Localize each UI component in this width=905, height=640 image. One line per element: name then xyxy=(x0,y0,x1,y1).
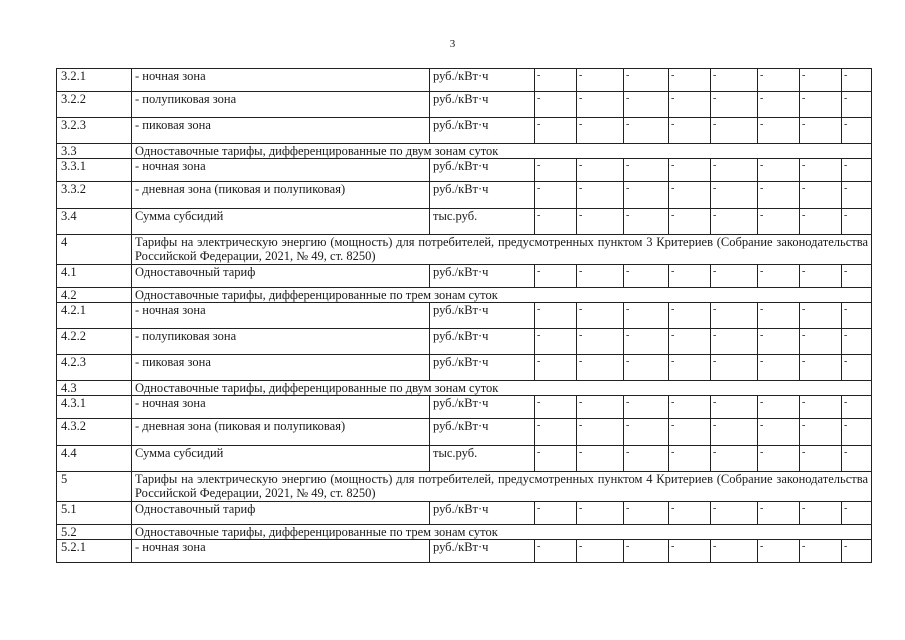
value-cell: - xyxy=(624,329,669,355)
value-cell: - xyxy=(577,182,624,209)
value-cell: - xyxy=(577,303,624,329)
page-number: 3 xyxy=(449,38,456,50)
value-cell: - xyxy=(669,329,711,355)
table-row xyxy=(57,92,872,118)
value-cell: - xyxy=(800,540,842,563)
value-cell: - xyxy=(758,303,800,329)
row-unit: руб./кВт·ч xyxy=(430,329,535,355)
value-cell: - xyxy=(535,92,577,118)
table-row xyxy=(57,182,872,209)
row-number: 4 xyxy=(57,235,132,265)
value-cell: - xyxy=(842,92,872,118)
value-cell: - xyxy=(842,419,872,446)
value-cell: - xyxy=(711,355,758,381)
table-row xyxy=(57,355,872,381)
value-cell: - xyxy=(624,118,669,144)
row-name: - ночная зона xyxy=(132,396,430,419)
value-cell: - xyxy=(577,69,624,92)
value-cell: - xyxy=(800,209,842,235)
row-unit: руб./кВт·ч xyxy=(430,118,535,144)
value-cell: - xyxy=(842,69,872,92)
value-cell: - xyxy=(800,118,842,144)
value-cell: - xyxy=(624,303,669,329)
row-number: 3.2.3 xyxy=(57,118,132,144)
section-row xyxy=(57,288,872,303)
row-number: 5.1 xyxy=(57,502,132,525)
value-cell: - xyxy=(758,92,800,118)
value-cell: - xyxy=(842,396,872,419)
value-cell: - xyxy=(758,540,800,563)
value-cell: - xyxy=(577,540,624,563)
value-cell: - xyxy=(711,69,758,92)
value-cell: - xyxy=(711,209,758,235)
value-cell: - xyxy=(577,209,624,235)
value-cell: - xyxy=(577,396,624,419)
row-unit: руб./кВт·ч xyxy=(430,396,535,419)
value-cell: - xyxy=(669,419,711,446)
value-cell: - xyxy=(711,329,758,355)
value-cell: - xyxy=(669,355,711,381)
value-cell: - xyxy=(800,329,842,355)
row-unit: руб./кВт·ч xyxy=(430,265,535,288)
row-number: 3.2.1 xyxy=(57,69,132,92)
value-cell: - xyxy=(535,446,577,472)
row-number: 5.2 xyxy=(57,525,132,540)
value-cell: - xyxy=(577,92,624,118)
value-cell: - xyxy=(577,329,624,355)
value-cell: - xyxy=(669,265,711,288)
row-number: 3.3.1 xyxy=(57,159,132,182)
table-row xyxy=(57,419,872,446)
row-name: Сумма субсидий xyxy=(132,209,430,235)
row-name: - ночная зона xyxy=(132,159,430,182)
value-cell: - xyxy=(669,118,711,144)
value-cell: - xyxy=(711,159,758,182)
row-number: 5 xyxy=(57,472,132,502)
value-cell: - xyxy=(577,265,624,288)
value-cell: - xyxy=(624,265,669,288)
value-cell: - xyxy=(842,303,872,329)
section-title: Тарифы на электрическую энергию (мощность) для потребителей, предусмотренных пунктом 4 Критериев (Собрание законодательства Российской Федерации, 2021, № 49, ст. 8250) xyxy=(132,472,872,502)
value-cell: - xyxy=(758,159,800,182)
row-name: - пиковая зона xyxy=(132,118,430,144)
table-row xyxy=(57,502,872,525)
table-row xyxy=(57,446,872,472)
value-cell: - xyxy=(758,396,800,419)
value-cell: - xyxy=(842,118,872,144)
table-row xyxy=(57,159,872,182)
value-cell: - xyxy=(800,502,842,525)
row-unit: руб./кВт·ч xyxy=(430,92,535,118)
value-cell: - xyxy=(669,540,711,563)
value-cell: - xyxy=(535,419,577,446)
row-number: 4.3.2 xyxy=(57,419,132,446)
value-cell: - xyxy=(669,159,711,182)
table-row xyxy=(57,396,872,419)
value-cell: - xyxy=(758,118,800,144)
value-cell: - xyxy=(758,182,800,209)
value-cell: - xyxy=(711,540,758,563)
value-cell: - xyxy=(577,419,624,446)
row-number: 4.2.3 xyxy=(57,355,132,381)
value-cell: - xyxy=(800,69,842,92)
row-name: Сумма субсидий xyxy=(132,446,430,472)
row-name: - полупиковая зона xyxy=(132,329,430,355)
value-cell: - xyxy=(842,182,872,209)
value-cell: - xyxy=(842,446,872,472)
value-cell: - xyxy=(669,446,711,472)
value-cell: - xyxy=(624,92,669,118)
value-cell: - xyxy=(800,159,842,182)
value-cell: - xyxy=(800,355,842,381)
row-name: - дневная зона (пиковая и полупиковая) xyxy=(132,182,430,209)
row-name: Одноставочный тариф xyxy=(132,265,430,288)
value-cell: - xyxy=(758,265,800,288)
table-row xyxy=(57,303,872,329)
value-cell: - xyxy=(624,446,669,472)
value-cell: - xyxy=(842,355,872,381)
value-cell: - xyxy=(800,303,842,329)
value-cell: - xyxy=(800,265,842,288)
value-cell: - xyxy=(577,502,624,525)
value-cell: - xyxy=(535,69,577,92)
row-unit: руб./кВт·ч xyxy=(430,540,535,563)
value-cell: - xyxy=(758,355,800,381)
value-cell: - xyxy=(758,502,800,525)
tariff-table xyxy=(56,68,872,563)
value-cell: - xyxy=(842,502,872,525)
value-cell: - xyxy=(711,118,758,144)
row-number: 4.4 xyxy=(57,446,132,472)
table-row xyxy=(57,118,872,144)
value-cell: - xyxy=(669,396,711,419)
row-name: - ночная зона xyxy=(132,69,430,92)
value-cell: - xyxy=(624,182,669,209)
value-cell: - xyxy=(842,159,872,182)
value-cell: - xyxy=(535,396,577,419)
table-row xyxy=(57,540,872,563)
value-cell: - xyxy=(624,209,669,235)
value-cell: - xyxy=(535,502,577,525)
table-row xyxy=(57,329,872,355)
value-cell: - xyxy=(758,69,800,92)
section-title: Одноставочные тарифы, дифференцированные по трем зонам суток xyxy=(132,525,872,540)
row-name: - ночная зона xyxy=(132,540,430,563)
section-row xyxy=(57,144,872,159)
row-unit: руб./кВт·ч xyxy=(430,159,535,182)
section-row xyxy=(57,381,872,396)
section-row xyxy=(57,235,872,265)
row-number: 4.1 xyxy=(57,265,132,288)
section-title: Одноставочные тарифы, дифференцированные по двум зонам суток xyxy=(132,144,872,159)
row-number: 4.2.1 xyxy=(57,303,132,329)
value-cell: - xyxy=(711,303,758,329)
table-row xyxy=(57,265,872,288)
value-cell: - xyxy=(669,92,711,118)
value-cell: - xyxy=(577,118,624,144)
row-unit: руб./кВт·ч xyxy=(430,419,535,446)
value-cell: - xyxy=(842,265,872,288)
section-title: Тарифы на электрическую энергию (мощность) для потребителей, предусмотренных пунктом 3 Критериев (Собрание законодательства Российской Федерации, 2021, № 49, ст. 8250) xyxy=(132,235,872,265)
row-number: 3.3.2 xyxy=(57,182,132,209)
value-cell: - xyxy=(800,419,842,446)
value-cell: - xyxy=(669,209,711,235)
value-cell: - xyxy=(669,502,711,525)
row-number: 3.4 xyxy=(57,209,132,235)
row-unit: руб./кВт·ч xyxy=(430,303,535,329)
value-cell: - xyxy=(624,159,669,182)
row-unit: тыс.руб. xyxy=(430,446,535,472)
value-cell: - xyxy=(624,396,669,419)
row-number: 4.2 xyxy=(57,288,132,303)
value-cell: - xyxy=(624,355,669,381)
row-unit: тыс.руб. xyxy=(430,209,535,235)
row-unit: руб./кВт·ч xyxy=(430,69,535,92)
row-number: 4.3.1 xyxy=(57,396,132,419)
section-row xyxy=(57,525,872,540)
value-cell: - xyxy=(535,540,577,563)
row-name: - ночная зона xyxy=(132,303,430,329)
row-number: 5.2.1 xyxy=(57,540,132,563)
value-cell: - xyxy=(535,209,577,235)
value-cell: - xyxy=(535,303,577,329)
value-cell: - xyxy=(669,69,711,92)
row-unit: руб./кВт·ч xyxy=(430,502,535,525)
value-cell: - xyxy=(711,419,758,446)
value-cell: - xyxy=(624,69,669,92)
row-number: 3.2.2 xyxy=(57,92,132,118)
value-cell: - xyxy=(711,265,758,288)
row-unit: руб./кВт·ч xyxy=(430,355,535,381)
value-cell: - xyxy=(577,446,624,472)
value-cell: - xyxy=(669,303,711,329)
value-cell: - xyxy=(711,92,758,118)
value-cell: - xyxy=(535,329,577,355)
value-cell: - xyxy=(711,182,758,209)
value-cell: - xyxy=(842,540,872,563)
table-row xyxy=(57,209,872,235)
value-cell: - xyxy=(535,159,577,182)
value-cell: - xyxy=(711,446,758,472)
value-cell: - xyxy=(669,182,711,209)
value-cell: - xyxy=(711,502,758,525)
row-number: 3.3 xyxy=(57,144,132,159)
row-name: Одноставочный тариф xyxy=(132,502,430,525)
row-number: 4.3 xyxy=(57,381,132,396)
value-cell: - xyxy=(842,209,872,235)
section-title: Одноставочные тарифы, дифференцированные по двум зонам суток xyxy=(132,381,872,396)
row-name: - пиковая зона xyxy=(132,355,430,381)
value-cell: - xyxy=(800,396,842,419)
value-cell: - xyxy=(800,182,842,209)
value-cell: - xyxy=(758,446,800,472)
value-cell: - xyxy=(577,159,624,182)
value-cell: - xyxy=(711,396,758,419)
row-name: - дневная зона (пиковая и полупиковая) xyxy=(132,419,430,446)
value-cell: - xyxy=(624,419,669,446)
value-cell: - xyxy=(535,182,577,209)
section-row xyxy=(57,472,872,502)
row-unit: руб./кВт·ч xyxy=(430,182,535,209)
value-cell: - xyxy=(535,265,577,288)
section-title: Одноставочные тарифы, дифференцированные по трем зонам суток xyxy=(132,288,872,303)
table-row xyxy=(57,69,872,92)
value-cell: - xyxy=(624,540,669,563)
value-cell: - xyxy=(577,355,624,381)
value-cell: - xyxy=(624,502,669,525)
row-number: 4.2.2 xyxy=(57,329,132,355)
tariff-table-body xyxy=(57,69,872,563)
value-cell: - xyxy=(800,446,842,472)
value-cell: - xyxy=(758,329,800,355)
value-cell: - xyxy=(535,355,577,381)
value-cell: - xyxy=(535,118,577,144)
value-cell: - xyxy=(842,329,872,355)
value-cell: - xyxy=(758,209,800,235)
row-name: - полупиковая зона xyxy=(132,92,430,118)
value-cell: - xyxy=(800,92,842,118)
value-cell: - xyxy=(758,419,800,446)
